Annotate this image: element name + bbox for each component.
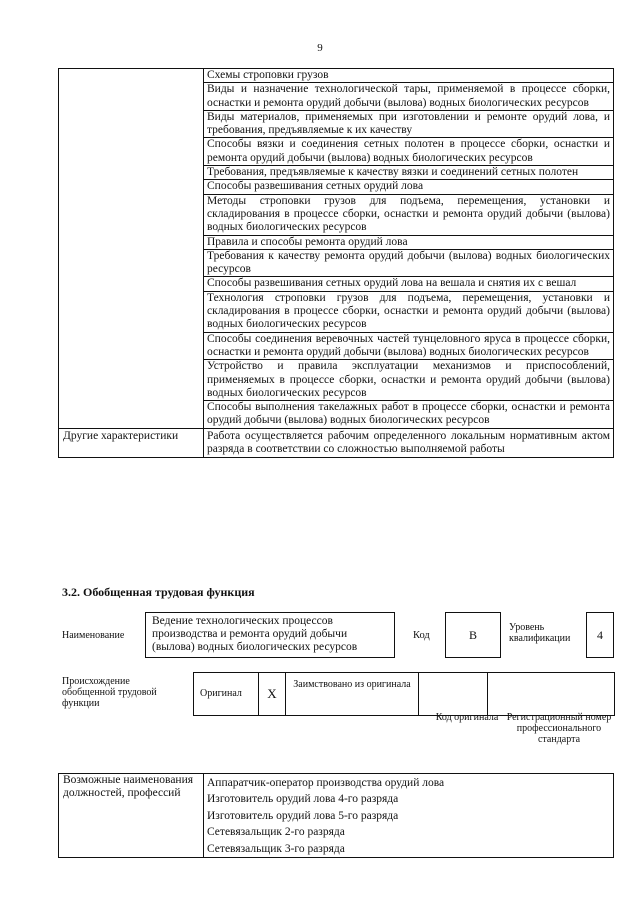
knowledge-item: Виды материалов, применяемых при изготовлении и ремонте орудий лова, и требования, предъявляемые к их качеству [204, 110, 614, 138]
section-heading: 3.2. Обобщенная трудовая функция [62, 585, 255, 599]
job-title-item: Изготовитель орудий лова 5-го разряда [207, 809, 399, 822]
job-title-item: Аппаратчик-оператор производства орудий лова [207, 777, 445, 789]
origin-label: Происхождение обобщенной трудовой функции [62, 676, 157, 709]
qualification-level-box [586, 612, 614, 658]
page-number: 9 [317, 42, 323, 54]
job-titles-table [58, 773, 614, 858]
borrowed-label: Заимствовано из оригинала [286, 673, 419, 716]
other-characteristics-label: Другие характеристики [59, 428, 204, 458]
job-title-item: Сетевязальщик 2-го разряда [207, 826, 345, 839]
knowledge-item: Требования к качеству ремонта орудий добычи (вылова) водных биологических ресурсов [204, 249, 614, 277]
knowledge-item: Правила и способы ремонта орудий лова [204, 235, 614, 249]
knowledge-label-cell [59, 69, 204, 429]
reg-number-cell [488, 673, 615, 716]
qualification-level-value: 4 [597, 628, 603, 642]
code-original-label: Код оригинала [435, 712, 499, 723]
knowledge-item: Способы вязки и соединения сетных полотен в процессе сборки, оснастки и ремонта орудий добычи (вылова) водных биологических ресурсов [204, 138, 614, 166]
job-titles-list [204, 774, 614, 858]
knowledge-item: Методы строповки грузов для подъема, перемещения, установки и складирования в процессе сборки, оснастки и ремонта орудий добычи (вылова) водных биологических ресурсов [204, 194, 614, 235]
job-title-item: Изготовитель орудий лова 4-го разряда [207, 793, 399, 806]
table-row [59, 428, 614, 458]
code-box [445, 612, 501, 658]
knowledge-item: Устройство и правила эксплуатации механизмов и приспособлений, применяемых в процессе сборки, оснастки и ремонта орудий добычи (вылова) водных биологических ресурсов [204, 360, 614, 401]
function-name-box [145, 612, 395, 658]
function-name-value: Ведение технологических процессов производства и ремонта орудий добычи (вылова) водных биологических ресурсов [152, 615, 358, 653]
knowledge-item: Способы развешивания сетных орудий лова [204, 180, 614, 194]
reg-number-label: Регистрационный номер профессионального стандарта [506, 712, 612, 745]
table-row [194, 673, 615, 716]
other-characteristics-text: Работа осуществляется рабочим определенного локальным нормативным актом разряда в соответствии со сложностью выполняемой работы [204, 428, 614, 458]
knowledge-item: Схемы строповки грузов [204, 69, 614, 83]
original-mark: X [259, 673, 286, 716]
job-title-item: Сетевязальщик 3-го разряда [207, 842, 345, 855]
original-label: Оригинал [194, 673, 259, 716]
knowledge-item: Способы выполнения такелажных работ в процессе сборки, оснастки и ремонта орудий добычи (вылова) водных биологических ресурсов [204, 401, 614, 429]
origin-table [193, 672, 615, 716]
name-label: Наименование [62, 630, 125, 641]
code-value: B [468, 628, 477, 642]
table-row [59, 774, 614, 858]
code-original-cell [419, 673, 488, 716]
code-label: Код [413, 630, 430, 641]
qualification-level-label: Уровень квалификации [509, 622, 571, 644]
knowledge-item: Способы развешивания сетных орудий лова на вешала и снятия их с вешал [204, 277, 614, 291]
knowledge-item: Требования, предъявляемые к качеству вязки и соединений сетных полотен [204, 166, 614, 180]
table-row [59, 69, 614, 83]
job-titles-label: Возможные наименования должностей, профессий [59, 774, 204, 858]
knowledge-item: Способы соединения веревочных частей тунцеловного яруса в процессе сборки, оснастки и ремонта орудий добычи (вылова) водных биологических ресурсов [204, 332, 614, 360]
knowledge-item: Виды и назначение технологической тары, применяемой в процессе сборки, оснастки и ремонта орудий добычи (вылова) водных биологических ресурсов [204, 83, 614, 111]
knowledge-table [58, 68, 614, 458]
knowledge-item: Технология строповки грузов для подъема, перемещения, установки и складирования в процессе сборки, оснастки и ремонта орудий добычи (вылова) водных биологических ресурсов [204, 291, 614, 332]
